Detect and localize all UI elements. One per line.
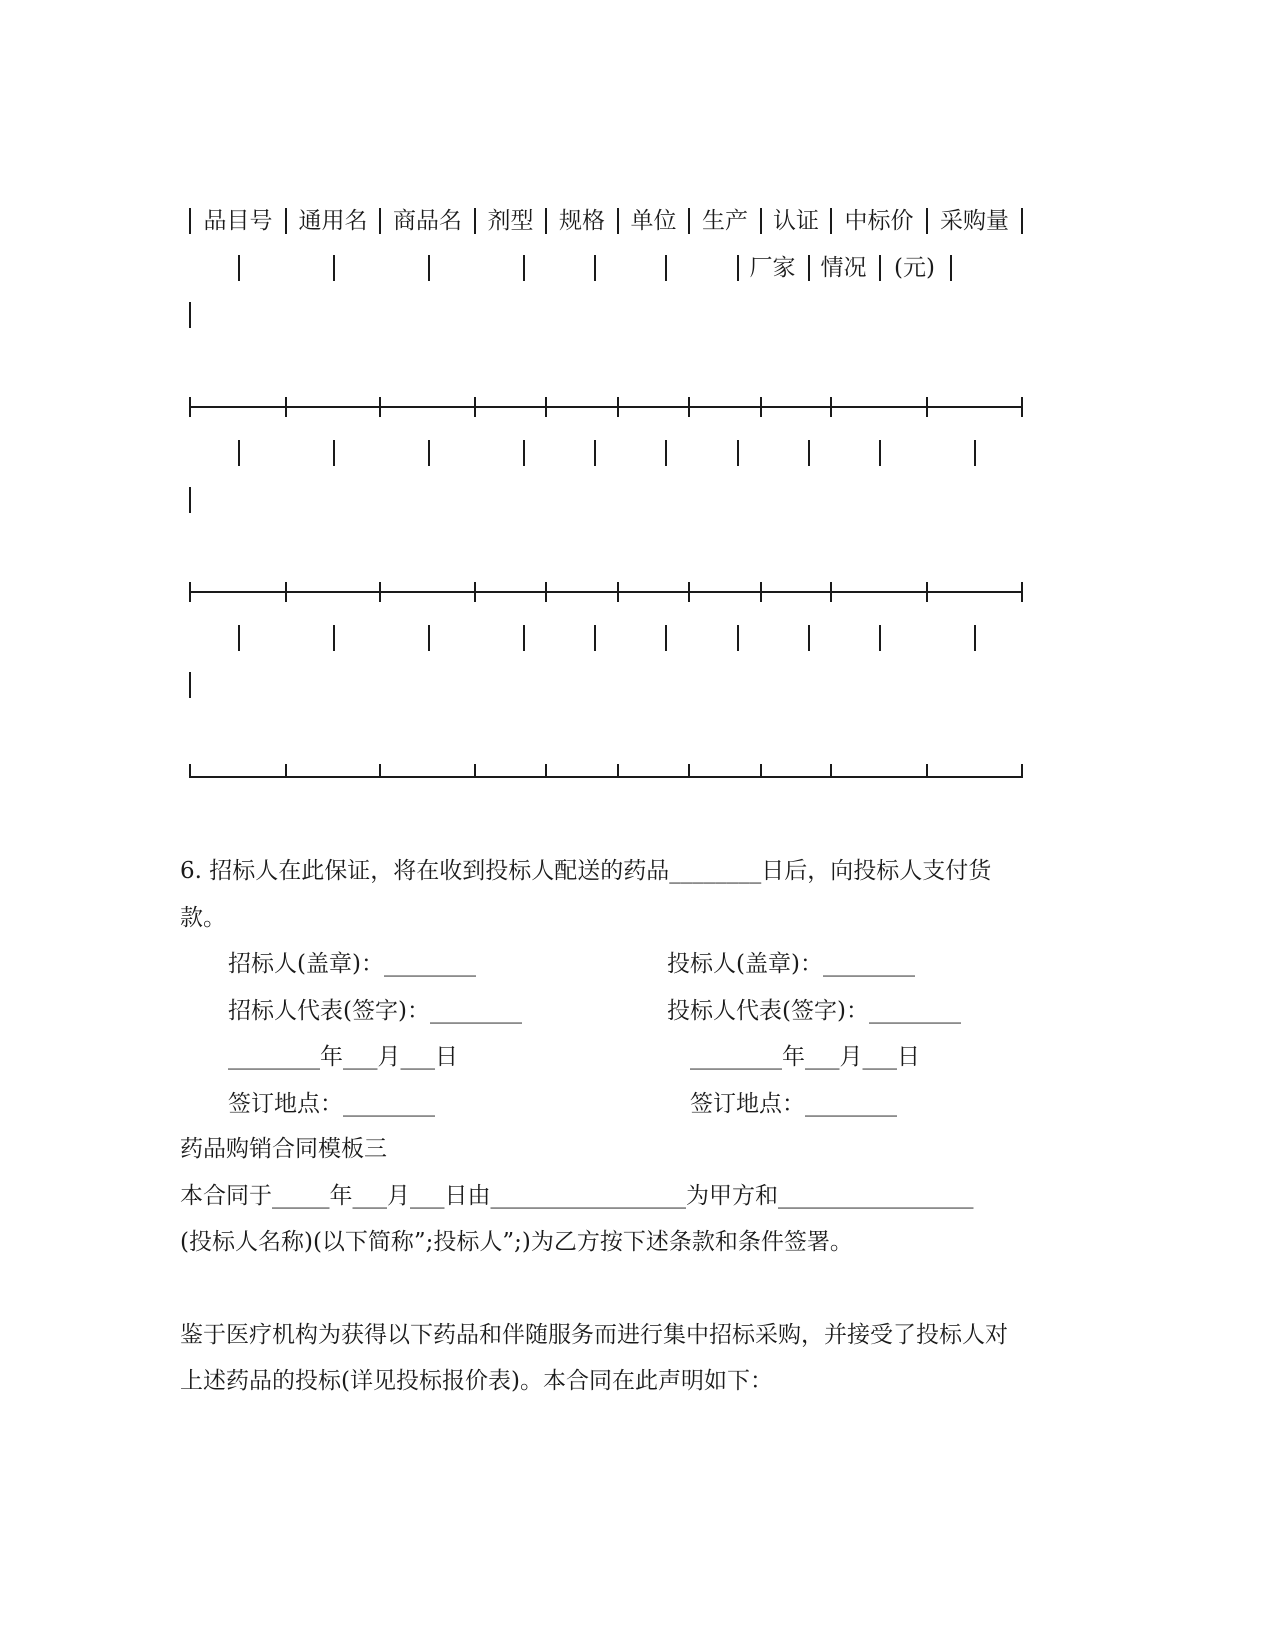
table-rule-tick xyxy=(688,582,690,602)
table-rule-tick xyxy=(926,764,928,778)
table-rule-tick xyxy=(285,397,287,417)
table-rule-tick xyxy=(474,397,476,417)
table-border xyxy=(333,255,335,281)
table-rule-tick xyxy=(830,397,832,417)
table-rule-tick xyxy=(760,582,762,602)
table-border xyxy=(594,255,596,281)
table-rule-tick xyxy=(830,764,832,778)
tenderee-seal: 招标人(盖章)：________ xyxy=(228,951,476,977)
table-border xyxy=(594,625,596,651)
table-header-cell: (元) xyxy=(894,255,935,281)
table-border xyxy=(974,440,976,466)
table-border xyxy=(974,625,976,651)
table-rule-tick xyxy=(285,582,287,602)
tenderer-place: 签订地点：________ xyxy=(690,1091,897,1117)
table-header-cell: 生产 xyxy=(702,208,748,234)
table-rule-tick xyxy=(760,397,762,417)
table-border xyxy=(665,255,667,281)
table-rule-tick xyxy=(617,582,619,602)
table-border xyxy=(879,440,881,466)
table-rule-tick xyxy=(688,764,690,778)
table-rule-tick xyxy=(830,582,832,602)
table-header-cell: 通用名 xyxy=(298,208,368,234)
table-border xyxy=(737,440,739,466)
table-border xyxy=(594,440,596,466)
table-border xyxy=(189,302,191,328)
clause-6-line-1: 6. 招标人在此保证，将在收到投标人配送的药品________日后，向投标人支付货 xyxy=(180,858,992,884)
table-header-cell: 剂型 xyxy=(487,208,534,234)
table-border xyxy=(737,625,739,651)
table-border xyxy=(238,440,240,466)
table-border xyxy=(189,487,191,513)
table-rule-tick xyxy=(474,582,476,602)
table-header-cell: 中标价 xyxy=(844,208,914,234)
table-rule-tick xyxy=(545,764,547,778)
table-rule xyxy=(190,591,1023,593)
table-rule-tick xyxy=(379,397,381,417)
table-border xyxy=(665,625,667,651)
template-3-line-1: 本合同于_____年___月___日由_________________为甲方和_________________ xyxy=(180,1183,974,1209)
table-border xyxy=(428,255,430,281)
template-3-para-2: 上述药品的投标(详见投标报价表)。本合同在此声明如下： xyxy=(180,1368,773,1394)
table-rule-tick xyxy=(1021,764,1023,778)
table-rule-tick xyxy=(688,397,690,417)
tenderer-seal: 投标人(盖章)：________ xyxy=(667,951,915,977)
table-header-cell: 情况 xyxy=(820,255,867,281)
table-rule-tick xyxy=(285,764,287,778)
table-rule-tick xyxy=(926,582,928,602)
tenderer-date: ________年___月___日 xyxy=(690,1044,920,1070)
table-header-cell: 厂家 xyxy=(749,255,796,281)
tenderee-representative: 招标人代表(签字)：________ xyxy=(228,998,522,1024)
table-header-cell: 采购量 xyxy=(940,208,1009,234)
table-border xyxy=(333,625,335,651)
table-border xyxy=(523,440,525,466)
table-border xyxy=(808,440,810,466)
table-rule-tick xyxy=(189,582,191,602)
table-rule-tick xyxy=(189,764,191,778)
table-rule-tick xyxy=(926,397,928,417)
table-rule-tick xyxy=(617,397,619,417)
table-header-cell: 商品名 xyxy=(393,208,462,234)
table-rule-tick xyxy=(545,582,547,602)
tenderer-representative: 投标人代表(签字)：________ xyxy=(667,998,961,1024)
table-border xyxy=(428,440,430,466)
table-header-cell: 单位 xyxy=(630,208,677,234)
table-border xyxy=(879,625,881,651)
table-border xyxy=(189,672,191,698)
table-rule-tick xyxy=(617,764,619,778)
template-3-title: 药品购销合同模板三 xyxy=(180,1136,387,1162)
table-rule-tick xyxy=(760,764,762,778)
table-header-cell: 认证 xyxy=(773,208,819,234)
template-3-line-2: (投标人名称)(以下简称”;投标人”;)为乙方按下述条款和条件签署。 xyxy=(180,1229,853,1255)
table-header-cell: 品目号 xyxy=(203,208,273,234)
table-border xyxy=(665,440,667,466)
tenderee-date: ________年___月___日 xyxy=(228,1044,458,1070)
table-rule xyxy=(190,776,1023,778)
table-border xyxy=(238,255,240,281)
tenderee-place: 签订地点：________ xyxy=(228,1091,435,1117)
table-rule-tick xyxy=(379,582,381,602)
table-rule-tick xyxy=(1021,397,1023,417)
table-border xyxy=(333,440,335,466)
table-rule xyxy=(190,406,1023,408)
table-header-cell: 规格 xyxy=(559,208,605,234)
table-border xyxy=(428,625,430,651)
template-3-para-1: 鉴于医疗机构为获得以下药品和伴随服务而进行集中招标采购，并接受了投标人对 xyxy=(180,1322,1008,1348)
table-rule-tick xyxy=(1021,582,1023,602)
table-rule-tick xyxy=(545,397,547,417)
table-border xyxy=(523,625,525,651)
table-border xyxy=(808,625,810,651)
table-border xyxy=(523,255,525,281)
table-rule-tick xyxy=(189,397,191,417)
table-rule-tick xyxy=(474,764,476,778)
table-border xyxy=(238,625,240,651)
table-rule-tick xyxy=(379,764,381,778)
clause-6-line-2: 款。 xyxy=(180,905,226,931)
